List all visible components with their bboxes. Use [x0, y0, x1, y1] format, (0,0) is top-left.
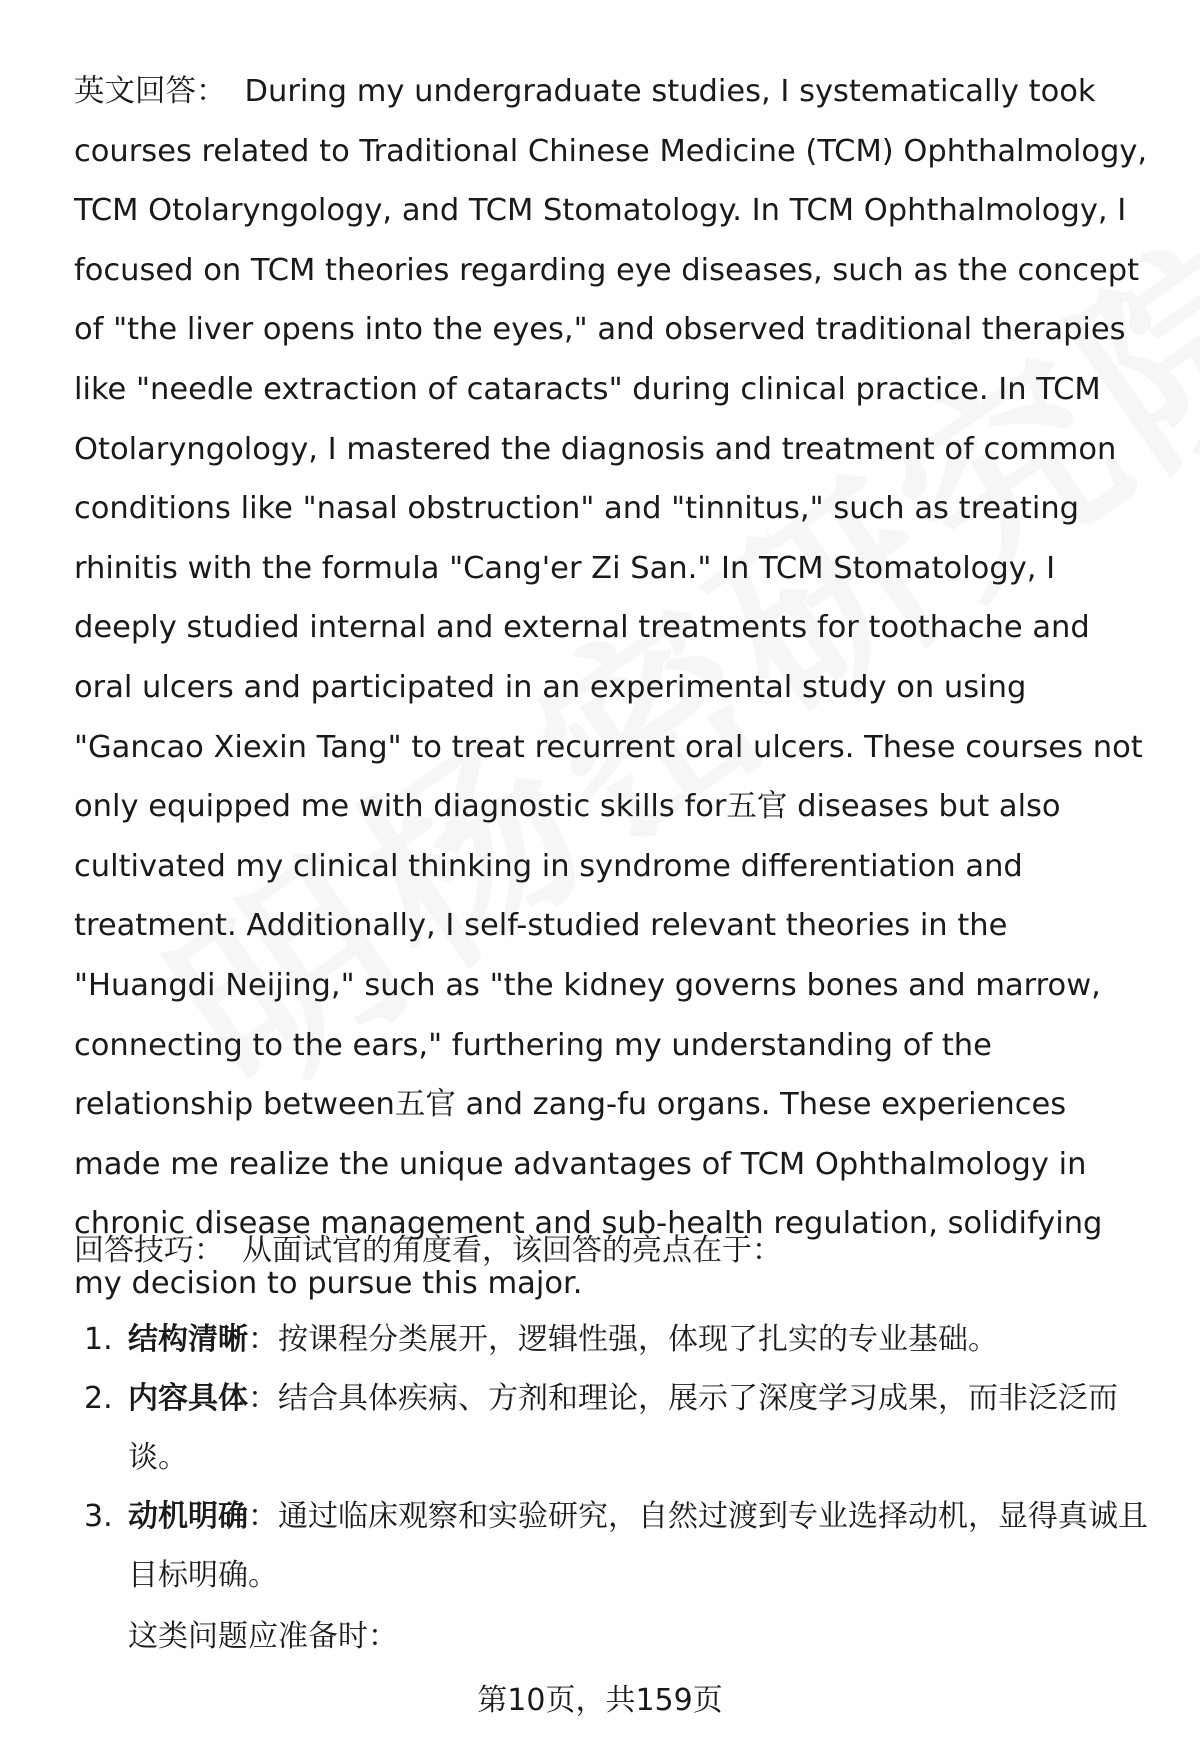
- list-item: [74, 1487, 1149, 1605]
- list-item-keyword: 内容具体: [128, 1381, 248, 1416]
- answer-tips-heading: [74, 1222, 1134, 1280]
- list-item-text: ：结合具体疾病、方剂和理论，展示了深度学习成果，而非泛泛而谈。: [128, 1381, 1118, 1475]
- answer-tips-list: [74, 1310, 1149, 1605]
- answer-tips-label: 回答技巧：: [74, 1233, 224, 1268]
- page-number: 第10页，共159页: [477, 1683, 723, 1718]
- list-item: [74, 1369, 1149, 1487]
- english-answer-paragraph: [74, 62, 1149, 1313]
- list-item-text: ：通过临床观察和实验研究，自然过渡到专业选择动机，显得真诚且目标明确。: [128, 1499, 1148, 1593]
- english-answer-label: 英文回答：: [74, 74, 227, 109]
- list-item-keyword: 动机明确: [128, 1499, 248, 1534]
- english-answer-text: During my undergraduate studies, I systematically took courses related to Traditional Chinese Medicine (TCM) Ophthalmology, TCM Otolaryngology, and TCM Stomatology. In TCM Ophthalmology, I focused on TCM theories regarding eye diseases, such as the concept of "the liver opens into the eyes," and observed traditional therapies like "needle extraction of cataracts" during clinical practice. In TCM Otolaryngology, I mastered the diagnosis and treatment of common conditions like "nasal obstruction" and "tinnitus," such as treating rhinitis with the formula "Cang'er Zi San." In TCM Stomatology, I deeply studied internal and external treatments for toothache and oral ulcers and participated in an experimental study on using "Gancao Xiexin Tang" to treat recurrent oral ulcers. These courses not only equipped me with diagnostic skills for五官 diseases but also cultivated my clinical thinking in syndrome differentiation and treatment. Additionally, I self-studied relevant theories in the "Huangdi Neijing," such as "the kidney governs bones and marrow, connecting to the ears," furthering my understanding of the relationship between五官 and zang-fu organs. These experiences made me realize the unique advantages of TCM Ophthalmology in chronic disease management and sub-health regulation, solidifying my decision to pursue this major.: [74, 74, 1148, 1301]
- preparation-note: 这类问题应准备时：: [128, 1619, 398, 1654]
- list-item: [74, 1310, 1149, 1369]
- answer-tips-intro: 从面试官的角度看，该回答的亮点在于：: [242, 1233, 782, 1268]
- list-item-keyword: 结构清晰: [128, 1322, 248, 1357]
- list-item-number: 1.: [84, 1322, 113, 1357]
- list-item-text: ：按课程分类展开，逻辑性强，体现了扎实的专业基础。: [248, 1322, 998, 1357]
- list-item-number: 2.: [84, 1381, 113, 1416]
- list-item-number: 3.: [84, 1499, 113, 1534]
